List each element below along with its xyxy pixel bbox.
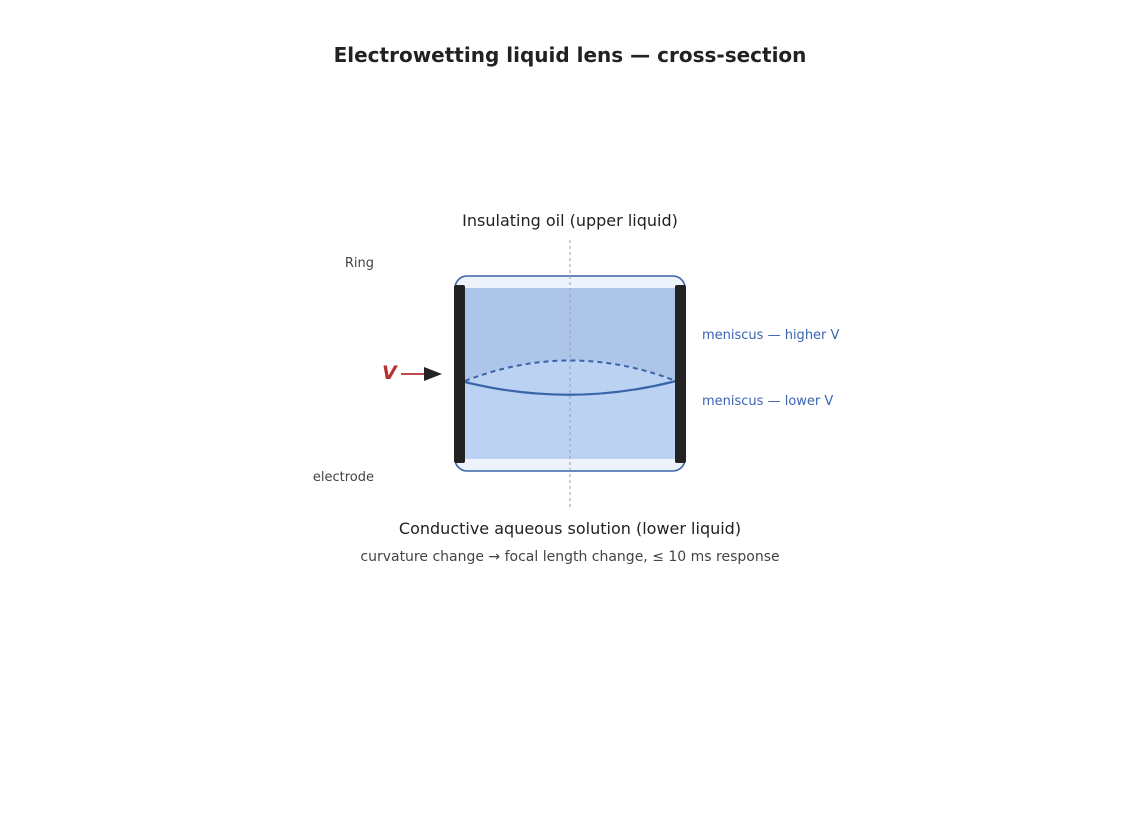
- meniscus-higher-label: meniscus — higher V: [702, 328, 840, 343]
- response-note: curvature change → focal length change, ≤ 10 ms response: [360, 549, 780, 565]
- right-electrode: [675, 285, 686, 463]
- lower-liquid-label: Conductive aqueous solution (lower liquid): [398, 519, 742, 538]
- left-electrode: [454, 285, 465, 463]
- voltage-arrowhead: [424, 367, 442, 381]
- voltage-label: V: [382, 362, 397, 384]
- diagram-title: Electrowetting liquid lens — cross-section: [333, 43, 807, 67]
- upper-liquid-label: Insulating oil (upper liquid): [462, 211, 678, 230]
- ring-label: Ring: [344, 256, 374, 271]
- meniscus-lower-label: meniscus — lower V: [702, 394, 834, 409]
- electrode-label: electrode: [312, 470, 374, 485]
